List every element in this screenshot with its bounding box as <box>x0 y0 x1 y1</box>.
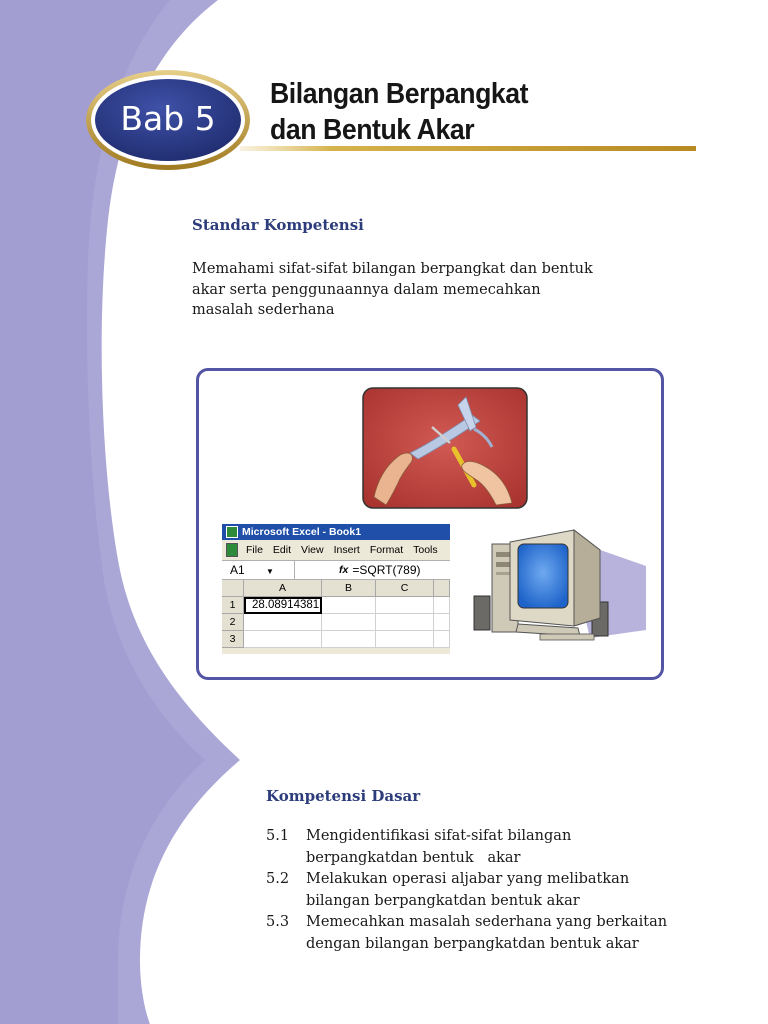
monitor-screen <box>518 544 568 608</box>
kompetensi-list <box>266 826 706 955</box>
cell-b1[interactable] <box>322 597 376 614</box>
row-header-2[interactable]: 2 <box>222 614 244 631</box>
menu-file[interactable]: File <box>246 544 263 556</box>
item-text: bilangan berpangkatdan bentuk akar <box>306 892 580 909</box>
cell-b2[interactable] <box>322 614 376 631</box>
excel-doc-icon <box>226 543 238 557</box>
menu-edit[interactable]: Edit <box>272 544 292 556</box>
cell-b3[interactable] <box>322 631 376 648</box>
cell-d2[interactable] <box>434 614 450 631</box>
standar-heading: Standar Kompetensi <box>192 216 364 234</box>
chapter-title <box>270 76 528 148</box>
item-number: 5.1 <box>266 828 290 844</box>
row-header-1[interactable]: 1 <box>222 597 244 614</box>
cell-a1[interactable]: 28.08914381 <box>244 597 322 614</box>
item-text: dengan bilangan berpangkatdan bentuk akar <box>306 935 639 952</box>
menu-view[interactable]: View <box>301 544 324 556</box>
cell-c1[interactable] <box>376 597 434 614</box>
item-number: 5.3 <box>266 914 290 930</box>
standar-line: akar serta penggunaannya dalam memecahkan <box>192 281 541 298</box>
chapter-title-line1: Bilangan Berpangkat <box>270 78 529 110</box>
excel-menubar <box>222 540 450 560</box>
item-text: Memecahkan masalah sederhana yang berkaitan <box>306 914 668 930</box>
menu-tools[interactable]: Tools <box>413 544 438 556</box>
kompetensi-heading: Kompetensi Dasar <box>266 787 421 805</box>
formula-input[interactable]: =SQRT(789) <box>352 563 421 577</box>
excel-app-icon <box>226 526 238 538</box>
list-item <box>266 912 706 955</box>
name-box[interactable] <box>222 561 295 579</box>
list-item <box>266 869 706 912</box>
cell-c3[interactable] <box>376 631 434 648</box>
column-header-b[interactable]: B <box>322 580 376 597</box>
scissors-photo <box>362 387 528 509</box>
item-text: Melakukan operasi aljabar yang melibatkan <box>306 871 630 887</box>
item-text: Mengidentifikasi sifat-sifat bilangan <box>306 828 572 844</box>
menu-insert[interactable]: Insert <box>333 544 360 556</box>
fx-icon: fx <box>339 564 349 576</box>
formula-bar <box>222 560 450 580</box>
cell-a2[interactable] <box>244 614 322 631</box>
row-header-3[interactable]: 3 <box>222 631 244 648</box>
menu-format[interactable]: Format <box>369 544 404 556</box>
excel-window <box>222 524 450 654</box>
column-header-a[interactable]: A <box>244 580 322 597</box>
list-item <box>266 826 706 869</box>
chapter-title-line2: dan Bentuk Akar <box>270 114 475 146</box>
computer-illustration <box>470 526 650 646</box>
standar-text <box>192 259 593 321</box>
spreadsheet-grid <box>222 580 450 648</box>
standar-line: Memahami sifat-sifat bilangan berpangkat dan bentuk <box>192 261 593 277</box>
chevron-down-icon[interactable]: ▼ <box>266 567 274 576</box>
standar-line: masalah sederhana <box>192 302 335 318</box>
column-header-c[interactable]: C <box>376 580 434 597</box>
item-number: 5.2 <box>266 871 290 887</box>
cell-a3[interactable] <box>244 631 322 648</box>
item-text: berpangkatdan bentuk akar <box>306 849 521 866</box>
cell-d3[interactable] <box>434 631 450 648</box>
column-header-d[interactable] <box>434 580 450 597</box>
excel-titlebar <box>222 524 450 540</box>
cell-c2[interactable] <box>376 614 434 631</box>
name-box-value: A1 <box>230 563 245 577</box>
select-all-corner[interactable] <box>222 580 244 597</box>
excel-title: Microsoft Excel - Book1 <box>242 526 362 538</box>
chapter-badge-label: Bab 5 <box>120 99 216 138</box>
cell-d1[interactable] <box>434 597 450 614</box>
speaker-icon <box>474 596 490 630</box>
